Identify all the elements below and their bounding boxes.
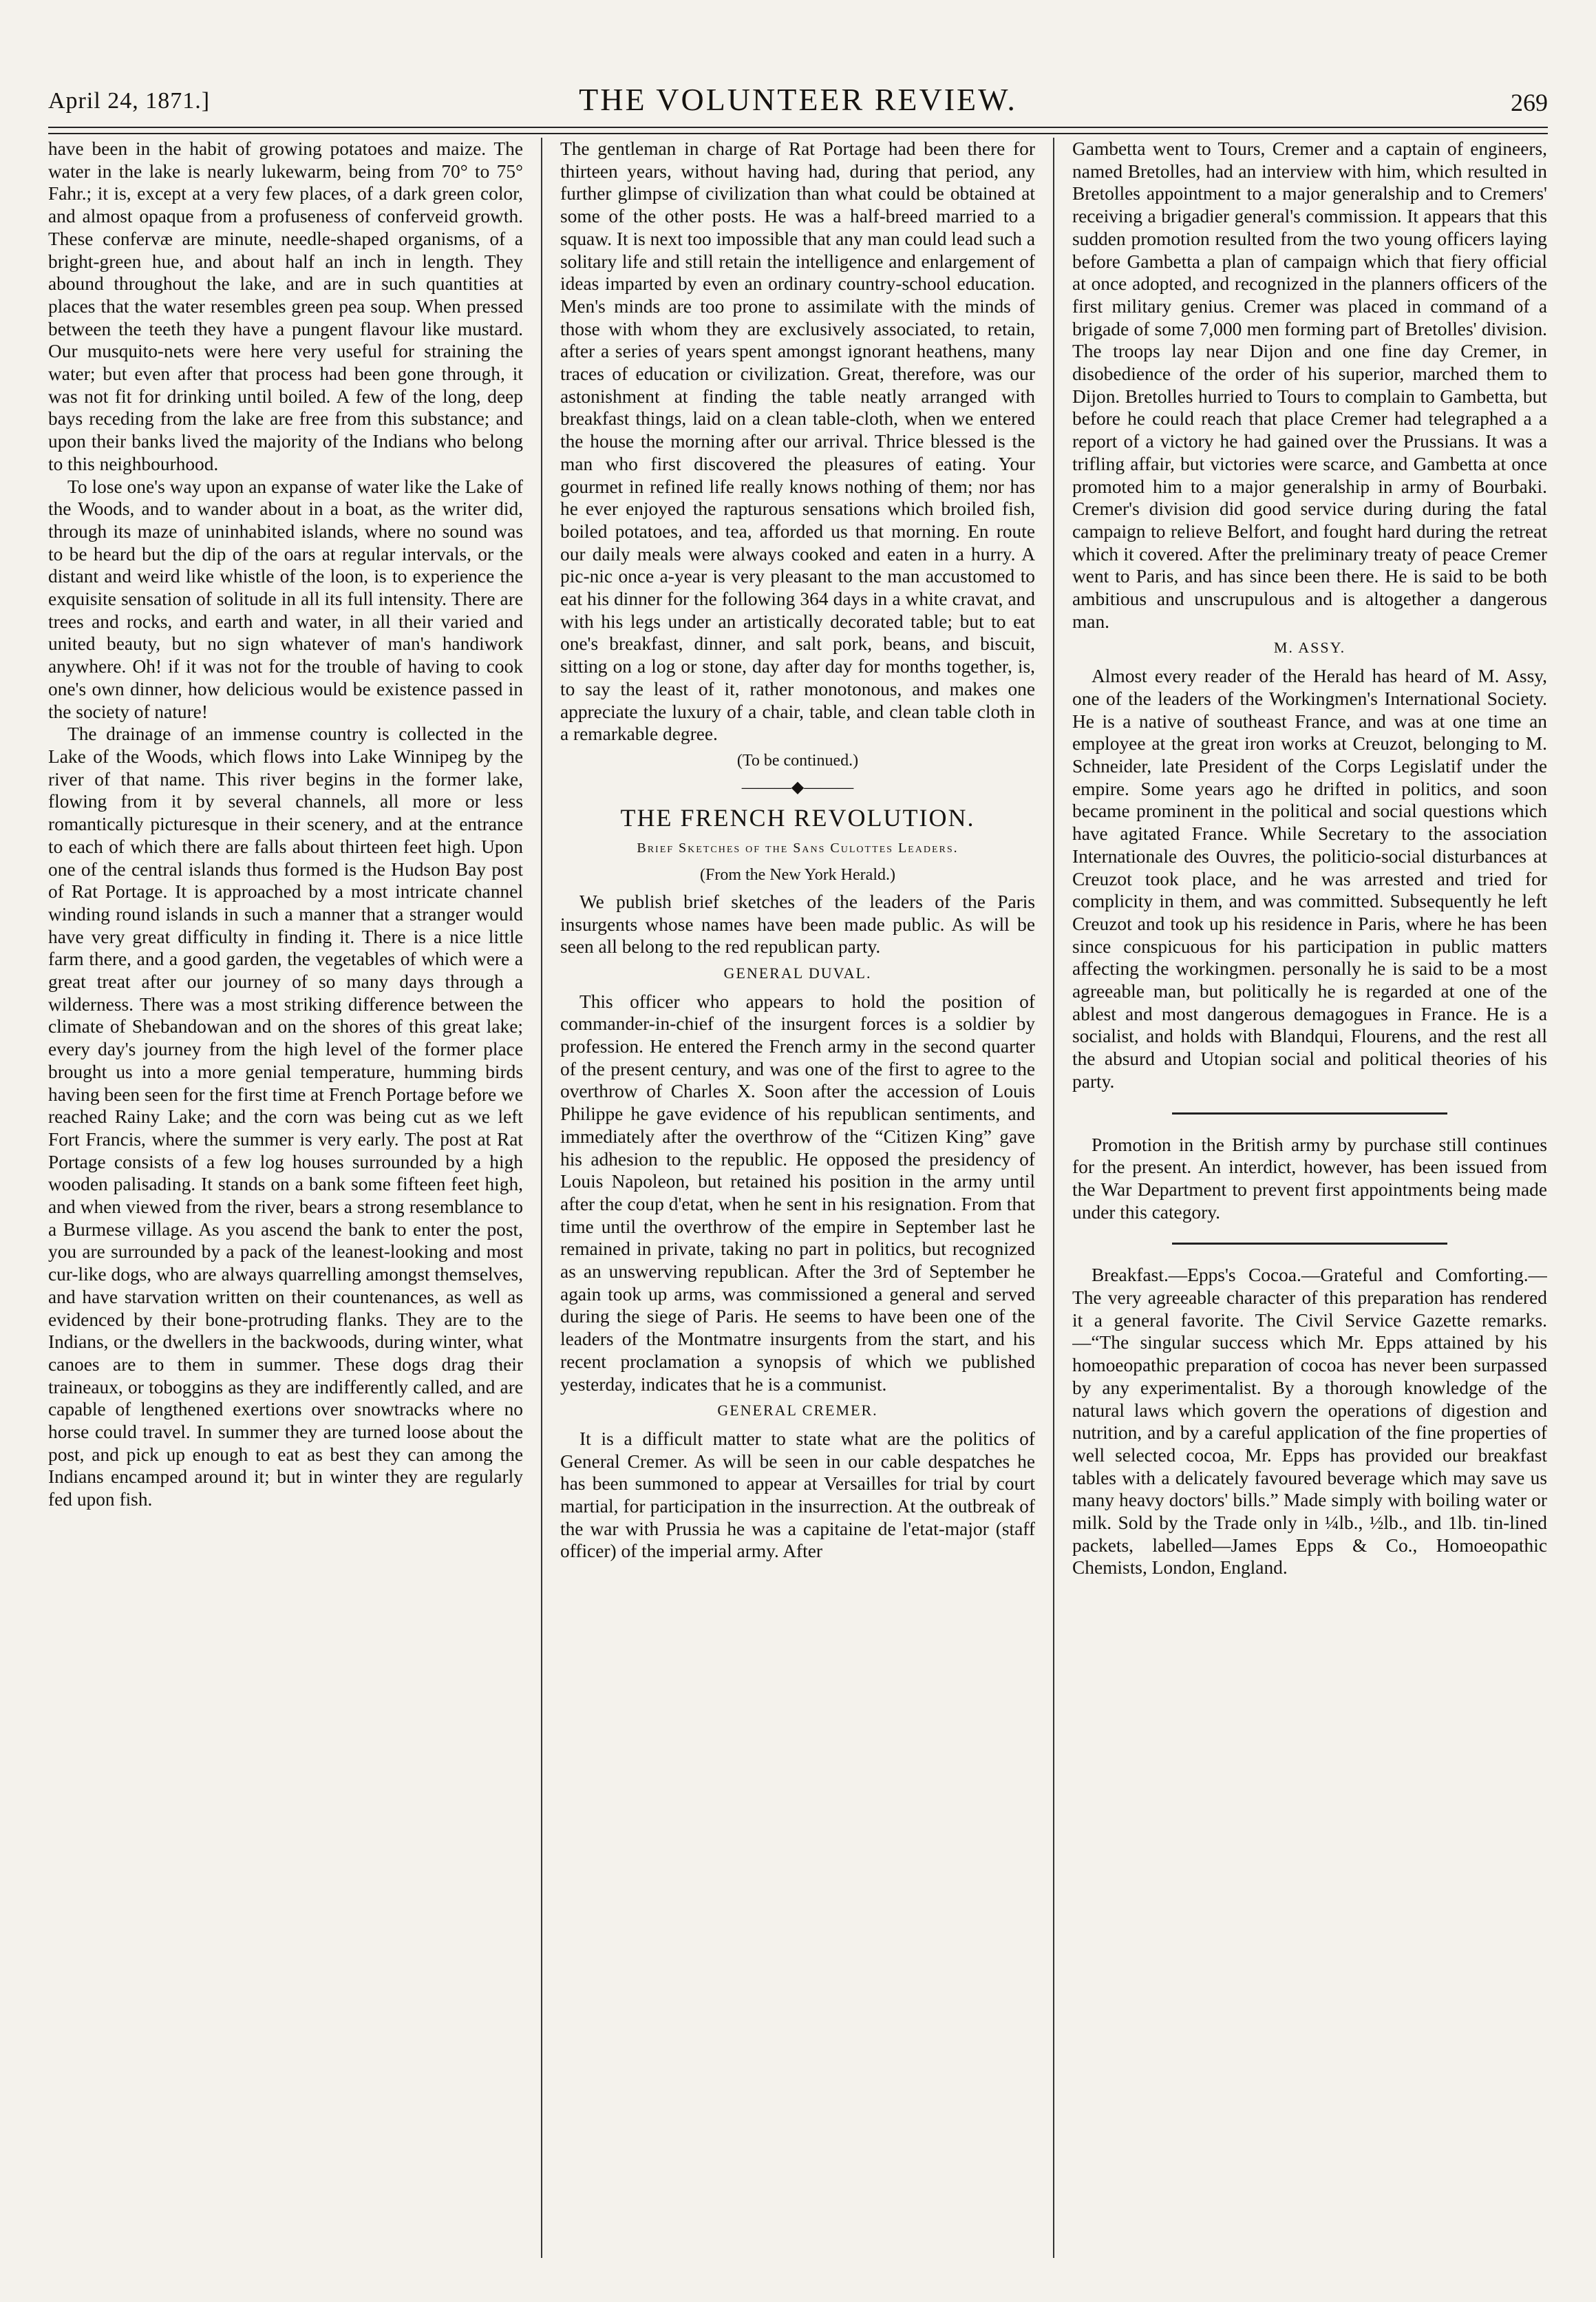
paragraph: Almost every reader of the Herald has heard of M. Assy, one of the leaders of the Workingmen's International Society. He is a native of southeast France, and was at one time an employee at the great iron works at Creuzot, belonging to M. Schneider, late President of the Corps Legislatif under the empire. Some years ago he drifted in politics, and soon became prominent in the political and social questions which have agitated France. While Secretary to the association Internationale des Ouvres, the politicio-social disturbances at Creuzot took place, and he was arrested and tried for complicity in them, and was committed. Subsequently he left Creuzot and took up his residence in Paris, where he has been since conspicuous for his participation in public matters affecting the workingmen. personally he is said to be a most agreeable man, but politically he is regarded at one of the ablest and most dangerous demagogues in France. He is a socialist, and holds with Blandqui, Flourens, and the rest all the absurd and Utopian social and political theories of his party. — [1072, 666, 1547, 1092]
continued-note: (To be continued.) — [736, 751, 859, 770]
section-rule — [1172, 1243, 1447, 1245]
column-2 — [560, 138, 1035, 2258]
masthead-rule — [48, 127, 1548, 134]
issue-date: April 24, 1871.] — [48, 88, 211, 114]
article-source: (From the New York Herald.) — [700, 866, 895, 885]
paragraph: The drainage of an immense country is collected in the Lake of the Woods, which flows into Lake Winnipeg by the river of that name. This river begins in the former lake, flowing from it by several channels, all more or less romantically picturesque in their scenery, and at the entrance to each of which there are falls about thirteen feet high. Upon one of the central islands thus formed is the Hudson Bay post of Rat Portage. It is approached by a most intricate channel winding round islands in such a manner that a stranger would have very great difficulty in finding it. There is a nice little farm there, and a good garden, the vegetables of which were a great treat after our journey of so many days through a wilderness. There was a most striking difference between the climate of Shebandowan and on the shores of this great lake; every day's journey from the high level of the former place brought us into a more genial temperature, humming birds having been seen for the first time at French Portage before we reached Rainy Lake; and the corn was being cut as we left Fort Francis, where the summer is very early. The post at Rat Portage consists of a few log houses surrounded by a high wooden palisading. It stands on a bank some fifteen feet high, and when viewed from the river, bears a strong resemblance to a Burmese village. As you ascend the bank to enter the post, you are surrounded by a pack of the leanest-looking and most cur-like dogs, who are always quarrelling amongst themselves, and have starvation written on their countenances, as well as evidenced by their bone-protruding flanks. They are to the Indians, or the dwellers in the backwoods, during winter, what canoes are to them in summer. These dogs drag their traineaux, or toboggins as they are indifferently called, and are capable of lengthened exertions over snowtracks where no horse could travel. In summer they are turned loose about the post, and pick up enough to eat as best they can among the Indians encamped around it; but in winter they are regularly fed upon fish. — [48, 724, 523, 1510]
column-1 — [48, 138, 523, 2258]
paragraph: This officer who appears to hold the position of commander-in-chief of the insurgent forces is a soldier by profession. He entered the French army in the second quarter of the present century, and was one of the first to agree to the overthrow of Charles X. Soon after the accession of Louis Philippe he gave evidence of his republican sentiments, and immediately after the overthrow of the “Citizen King” gave his adhesion to the republic. He opposed the presidency of Louis Napoleon, but retained his position in the army until after the coup d'etat, when he sent in his resignation. From that time until the overthrow of the empire in September last he remained in private, taking no part in politics, but recognized as an unswerving republican. After the 3rd of September he again took up arms, was commissioned a general and served during the siege of Paris. He seems to have been one of the leaders of the Montmatre insurgents from the start, and his recent proclamation a synopsis of which we published yesterday, indicates that he is a communist. — [560, 991, 1035, 1395]
paragraph: Gambetta went to Tours, Cremer and a captain of engineers, named Bretolles, had an interview with him, which resulted in Bretolles appointment to a major generalship and to Cremers' receiving a brigadier general's commission. It appears that this sudden promotion resulted from the two young officers laying before Gambetta a plan of campaign which that fiery official at once adopted, and recognized in the planners officers of the first military genius. Cremer was placed in command of a brigade of some 7,000 men forming part of Bretolles' division. The troops lay near Dijon and one fine day Cremer, in disobedience of the order of his superior, marched them to Dijon. Bretolles hurried to Tours to complain to Gambetta, but before he could reach that place Cremer had telegraphed a a report of a victory he had gained over the Prussians. It was a trifling affair, but victories were scarce, and Gambetta at once promoted him to a major generalship in army of Bourbaki. Cremer's division did good service during during the fatal campaign to relieve Belfort, and fought hard during the retreat which it covered. After the preliminary treaty of peace Cremer went to Paris, and has since been there. He is said to be both ambitious and unscrupulous and is altogether a dangerous man. — [1072, 138, 1547, 632]
section-rule — [1172, 1112, 1447, 1115]
masthead — [48, 81, 1548, 123]
ornament-divider: ———◆——— — [741, 778, 854, 796]
paragraph: We publish brief sketches of the leaders of the Paris insurgents whose names have been made public. As will be seen all belong to the red republican party. — [560, 891, 1035, 958]
publication-title: THE VOLUNTEER REVIEW. — [579, 82, 1017, 117]
section-heading-assy: M. ASSY. — [1273, 639, 1346, 657]
paragraph: have been in the habit of growing potatoes and maize. The water in the lake is nearly lukewarm, being from 70° to 75° Fahr.; it is, except at a very few places, of a dark green color, and almost opaque from a profuseness of conferveid growth. These confervæ are minute, needle-shaped organisms, of a bright-green hue, and about half an inch in length. They abound throughout the lake, and are in such quantities at places that the water resembles green pea soup. When pressed between the teeth they have a pungent flavour like mustard. Our musquito-nets were here very useful for straining the water; but even after that process had been gone through, it was not fit for drinking until boiled. A few of the long, deep bays receding from the lake are free from this substance; and upon their banks lived the majority of the Indians who belong to this neighbourhood. — [48, 138, 523, 474]
column-3 — [1072, 138, 1547, 2258]
column-divider — [541, 138, 542, 2258]
section-heading-duval: GENERAL DUVAL. — [723, 964, 872, 982]
article-heading: THE FRENCH REVOLUTION. — [620, 803, 975, 832]
advertisement: Breakfast.—Epps's Cocoa.—Grateful and Comforting.—The very agreeable character of this preparation has rendered it a general favorite. The Civil Service Gazette remarks.—“The singular success which Mr. Epps attained by his homoeopathic preparation of cocoa has never been surpassed by any experimentalist. By a thorough knowledge of the natural laws which govern the operations of digestion and nutrition, and by a careful application of the fine properties of well selected cocoa, Mr. Epps has provided our breakfast tables with a delicately favoured beverage which may save us many heavy doctors' bills.” Made simply with boiling water or milk. Sold by the Trade only in ¼lb., ½lb., and 1lb. tin-lined packets, labelled—James Epps & Co., Homoeopathic Chemists, London, England. — [1072, 1265, 1547, 1578]
section-heading-cremer: GENERAL CREMER. — [717, 1402, 878, 1419]
columns — [48, 138, 1547, 2258]
paragraph: Promotion in the British army by purchase still continues for the present. An interdict, however, has been issued from the War Department to prevent first appointments being made under this category. — [1072, 1134, 1547, 1223]
paragraph: It is a difficult matter to state what are the politics of General Cremer. As will be seen in our cable despatches he has been summoned to appear at Versailles for trial by court martial, for participation in the insurrection. At the outbreak of the war with Prussia he was a capitaine de l'etat-major (staff officer) of the imperial army. After — [560, 1428, 1035, 1562]
article-subheading: Brief Sketches of the Sans Culottes Leaders. — [637, 841, 959, 856]
paragraph: To lose one's way upon an expanse of water like the Lake of the Woods, and to wander about in a boat, as the writer did, through its maze of uninhabited islands, where no sound was to be heard but the dip of the oars at regular intervals, or the distant and weird like whistle of the loon, is to experience the exquisite sensation of solitude in all its full intensity. There are trees and rocks, and earth and water, in all their varied and united beauty, but no sign whatever of man's handiwork anywhere. Oh! if it was not for the trouble of having to cook one's own dinner, how delicious would be existence passed in the society of nature! — [48, 476, 523, 722]
paragraph: The gentleman in charge of Rat Portage had been there for thirteen years, without having had, during that period, any further glimpse of civilization than what could be obtained at some of the other posts. He was a half-breed married to a squaw. It is next too impossible that any man could lead such a solitary life and still retain the intelligence and enlargement of ideas imparted by even an ordinary country-school education. Men's minds are too prone to assimilate with the minds of those with whom they are exclusively associated, to retain, after a series of years spent amongst ignorant heathens, many traces of education or civilization. Great, therefore, was our astonishment at finding the table neatly arranged with breakfast things, laid on a clean table-cloth, when we entered the house the morning after our arrival. Thrice blessed is the man who first discovered the pleasures of eating. Your gourmet in refined life really knows nothing of them; nor has he ever enjoyed the rapturous sensations which broiled fish, boiled potatoes, and tea, afforded us that morning. En route our daily meals were always cooked and eaten in a hurry. A pic-nic once a-year is very pleasant to the man accustomed to eat his dinner for the following 364 days in a white cravat, and with his legs under an artistically decorated table; but to eat one's breakfast, dinner, and salt pork, beans, and biscuit, sitting on a log or stone, day after day for months together, is, to say the least of it, rather monotonous, and makes one appreciate the luxury of a chair, table, and clean table cloth in a remarkable degree. — [560, 138, 1035, 745]
column-divider — [1053, 138, 1054, 2258]
page-number: 269 — [1511, 89, 1548, 116]
